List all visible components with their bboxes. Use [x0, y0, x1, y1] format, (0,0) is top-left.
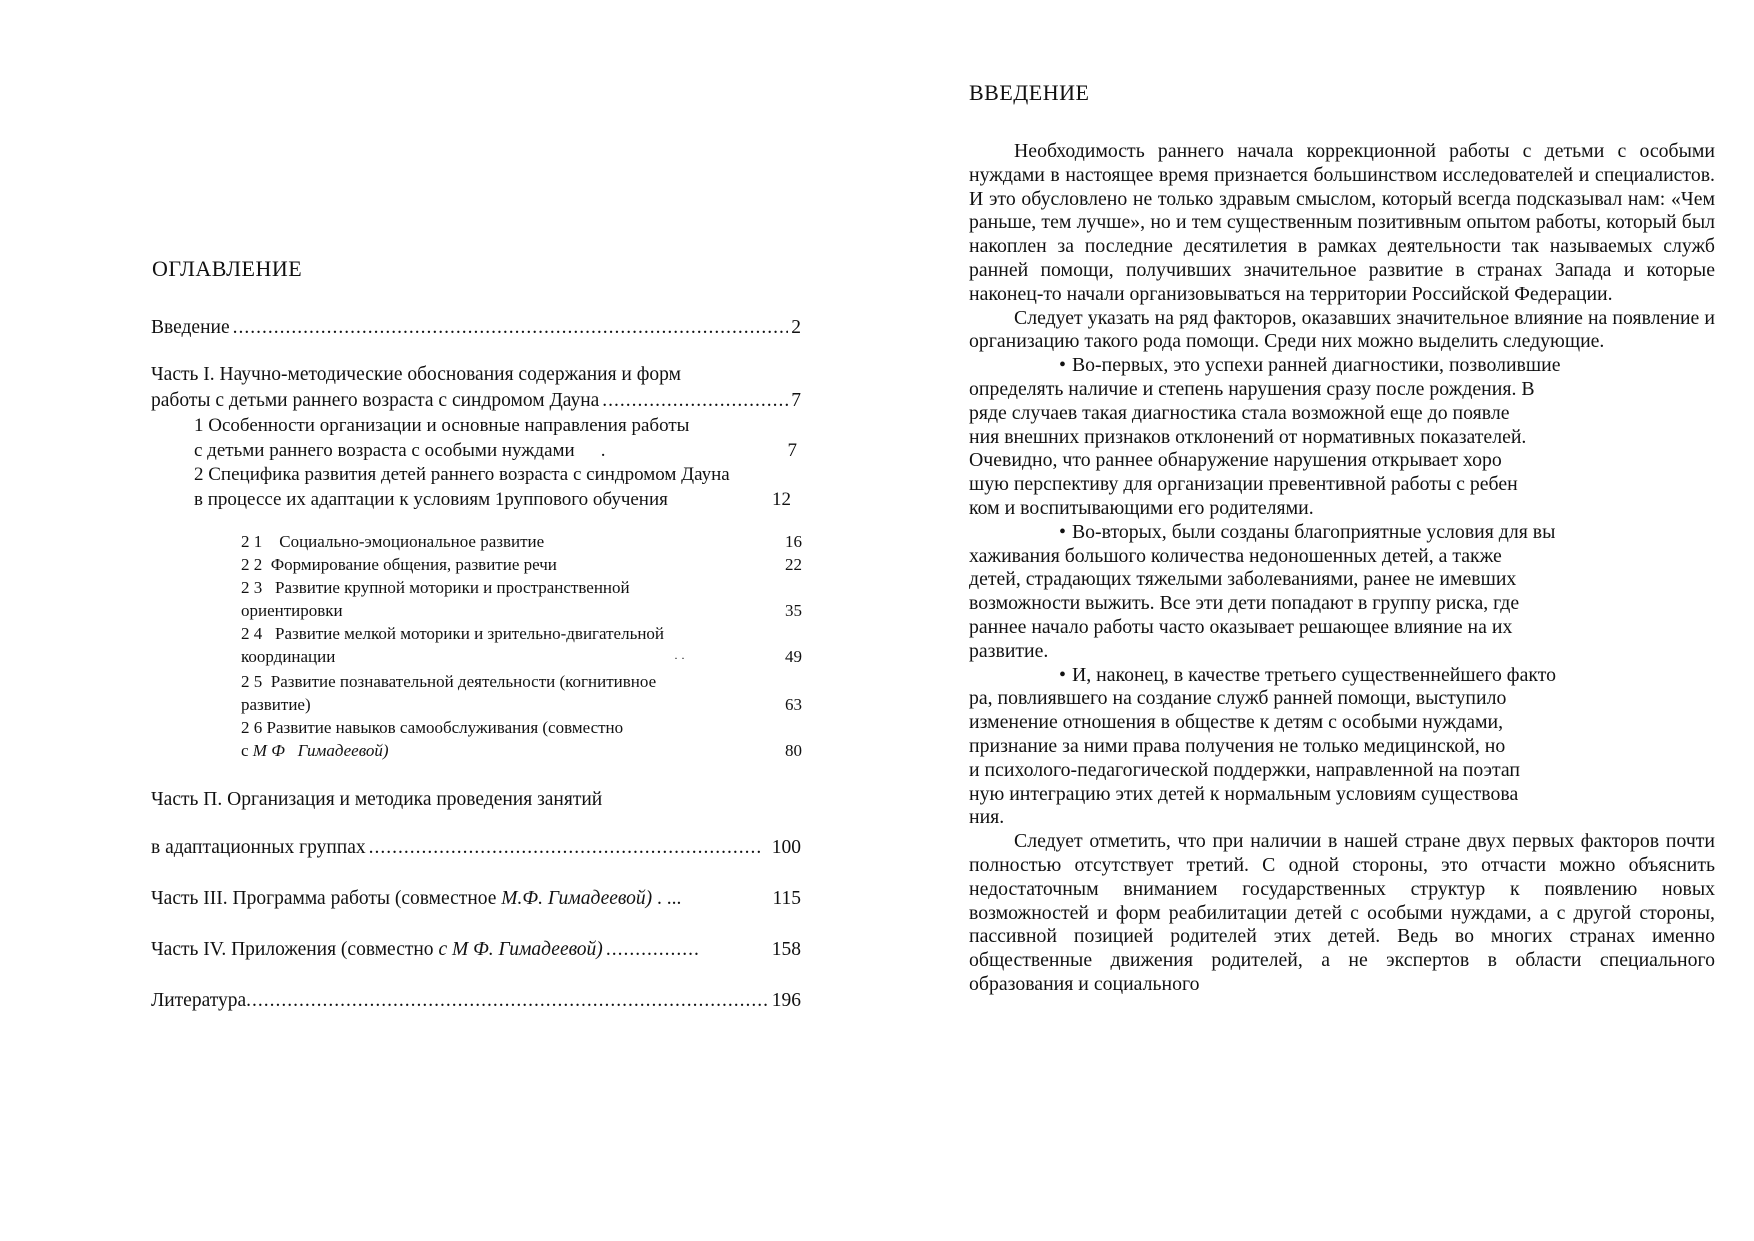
- right-page: [877, 0, 1754, 1241]
- bullet-item: [969, 664, 1609, 831]
- toc-entry-label-cont: с детьми раннего возраста с особыми нуждами: [194, 440, 575, 461]
- bullet-text: Во-первых, это успехи ранней диагностики, позволившие определять наличие и степень нарушения сразу после рождения. В ряде случаев такая диагностика стала возможной еще до появле ния внешних признаков отклонений от нормативных показателей. Очевидно, что раннее обнаружение нарушения открывает хоро шую перспективу для организации превентивной работы с ребен ком и воспитывающими его родителями.: [969, 354, 1561, 519]
- leader-dots: [369, 835, 761, 861]
- leader-dots: . ...: [652, 888, 682, 909]
- toc-page-number: 35: [785, 601, 802, 620]
- trail-dots: · ·: [674, 651, 685, 665]
- bullet-icon: •: [1059, 663, 1066, 686]
- paragraph: Следует указать на ряд факторов, оказавших значительное влияние на появление и организацию такого рода помощи. Среди них можно выделить следующие.: [969, 306, 1715, 353]
- toc-entry-part2-cont[interactable]: [151, 835, 801, 861]
- toc-entry-part3[interactable]: Часть III. Программа работы (совместное М.Ф. Гимадеевой) . ... 115: [151, 886, 801, 912]
- toc-entry-part2[interactable]: [151, 787, 801, 813]
- toc-page-number: 63: [785, 695, 802, 714]
- toc-subentry[interactable]: 2 2 Формирование общения, развитие речи 22: [241, 555, 802, 574]
- toc-subentry[interactable]: 2 5 Развитие познавательной деятельности (когнитивное развитие) 63: [241, 672, 802, 714]
- toc-page-number: 7: [787, 440, 797, 461]
- leader-dots: [602, 388, 788, 414]
- trail-dot: .: [600, 440, 606, 461]
- toc-page-number: 7: [791, 390, 801, 411]
- toc-page-number: 49: [785, 647, 802, 666]
- bullet-icon: •: [1059, 354, 1066, 377]
- toc-page-number: 22: [785, 555, 802, 574]
- leader-dots: [606, 937, 701, 963]
- toc-page-number: 158: [771, 939, 801, 960]
- leader-dots: [246, 988, 769, 1014]
- toc-entry-label: Литература: [151, 990, 247, 1011]
- toc-entry-section2[interactable]: [194, 462, 797, 512]
- paragraph: Необходимость раннего начала коррекционной работы с детьми с особыми нуждами в настоящее время признается большинством исследователей и специалистов. И это обусловлено не только здравым смыслом, который всегда подсказывал нам: «Чем раньше, тем лучше», но и тем существенным позитивным опытом работы, который был накоплен за последние десятилетия в рамках деятельности так называемых служб ранней помощи, получивших значительное развитие в странах Запада и которые наконец-то начали организовываться на территории Российской Федерации.: [969, 140, 1715, 305]
- toc-page-number: 100: [771, 837, 801, 858]
- toc-page-number: 2: [791, 317, 801, 338]
- bullet-item: [969, 354, 1609, 521]
- leader-dots: [233, 315, 789, 341]
- intro-heading: ВВЕДЕНИЕ: [969, 80, 1090, 105]
- paragraph: Следует отметить, что при наличии в нашей стране двух первых факторов почти полностью отсутствует третий. С одной стороны, это отчасти можно объяснить недостаточным вниманием государственных структур к появлению новых возможностей и форм реабилитации детей с особыми нуждами, а с другой стороны, пассивной позицией родителей этих детей. Ведь во многих странах именно общественные движения родителей, а не экспертов в области специального образования и социального: [969, 830, 1715, 995]
- toc-page-number: 115: [772, 888, 801, 909]
- toc-entry-label: 2 Специфика развития детей раннего возраста с синдромом Дауна: [194, 464, 730, 485]
- toc-entry-literature[interactable]: [151, 988, 801, 1014]
- toc-entry-part1[interactable]: [151, 362, 801, 414]
- toc-subentry[interactable]: 2 1 Социально-эмоциональное развитие 16: [241, 532, 802, 551]
- bullet-text: И, наконец, в качестве третьего существеннейшего факто ра, повлиявшего на создание служб ранней помощи, выступило изменение отношения в обществе к детям с особыми нуждами, признание за ними права получения не только медицинской, но и психолого-педагогической поддержки, направленной на поэтап ную интеграцию этих детей к нормальным условиям существова ния.: [969, 663, 1557, 829]
- toc-page-number: 196: [771, 990, 801, 1011]
- toc-entry-label-cont: в адаптационных группах: [151, 837, 366, 858]
- bullet-icon: •: [1059, 520, 1066, 543]
- toc-entry-label: Часть I. Научно-методические обоснования содержания и форм: [151, 364, 681, 385]
- toc-entry-section1[interactable]: [194, 413, 797, 463]
- bullet-item: [969, 521, 1609, 664]
- toc-subentry[interactable]: 2 6 Развитие навыков самообслуживания (совместно с М Ф Гимадеевой) 80: [241, 718, 802, 760]
- toc-subsections: [241, 530, 802, 762]
- toc-page-number: 16: [785, 532, 802, 551]
- toc-entry-label-cont: в процессе их адаптации к условиям 1руппового обучения: [194, 489, 668, 510]
- toc-entry-label: 1 Особенности организации и основные направления работы: [194, 415, 690, 436]
- toc-subentry[interactable]: 2 3 Развитие крупной моторики и пространственной ориентировки 35: [241, 578, 802, 620]
- toc-heading: ОГЛАВЛЕНИЕ: [152, 256, 303, 281]
- intro-body: [969, 140, 1715, 997]
- toc-entry-intro[interactable]: [151, 315, 801, 341]
- toc-entry-label: Введение: [151, 317, 230, 338]
- toc-entry-part4[interactable]: Часть IV. Приложения (совместно с М Ф. Гимадеевой) ..... 158: [151, 937, 801, 963]
- toc-entry-label-cont: работы с детьми раннего возраста с синдромом Дауна: [151, 390, 600, 411]
- toc-page-number: 80: [785, 741, 802, 760]
- toc-entry-label: Часть П. Организация и методика проведения занятий: [151, 789, 603, 810]
- toc-page-number: 12: [772, 489, 791, 510]
- bullet-text: Во-вторых, были созданы благоприятные условия для вы хаживания большого количества недоношенных детей, а также детей, страдающих тяжелыми заболеваниями, ранее не имевших возможности выжить. Все эти дети попадают в группу риска, где раннее начало работы часто оказывает решающее влияние на их развитие.: [969, 520, 1556, 662]
- toc-subentry[interactable]: 2 4 Развитие мелкой моторики и зрительно-двигательной координации · · 49: [241, 622, 802, 670]
